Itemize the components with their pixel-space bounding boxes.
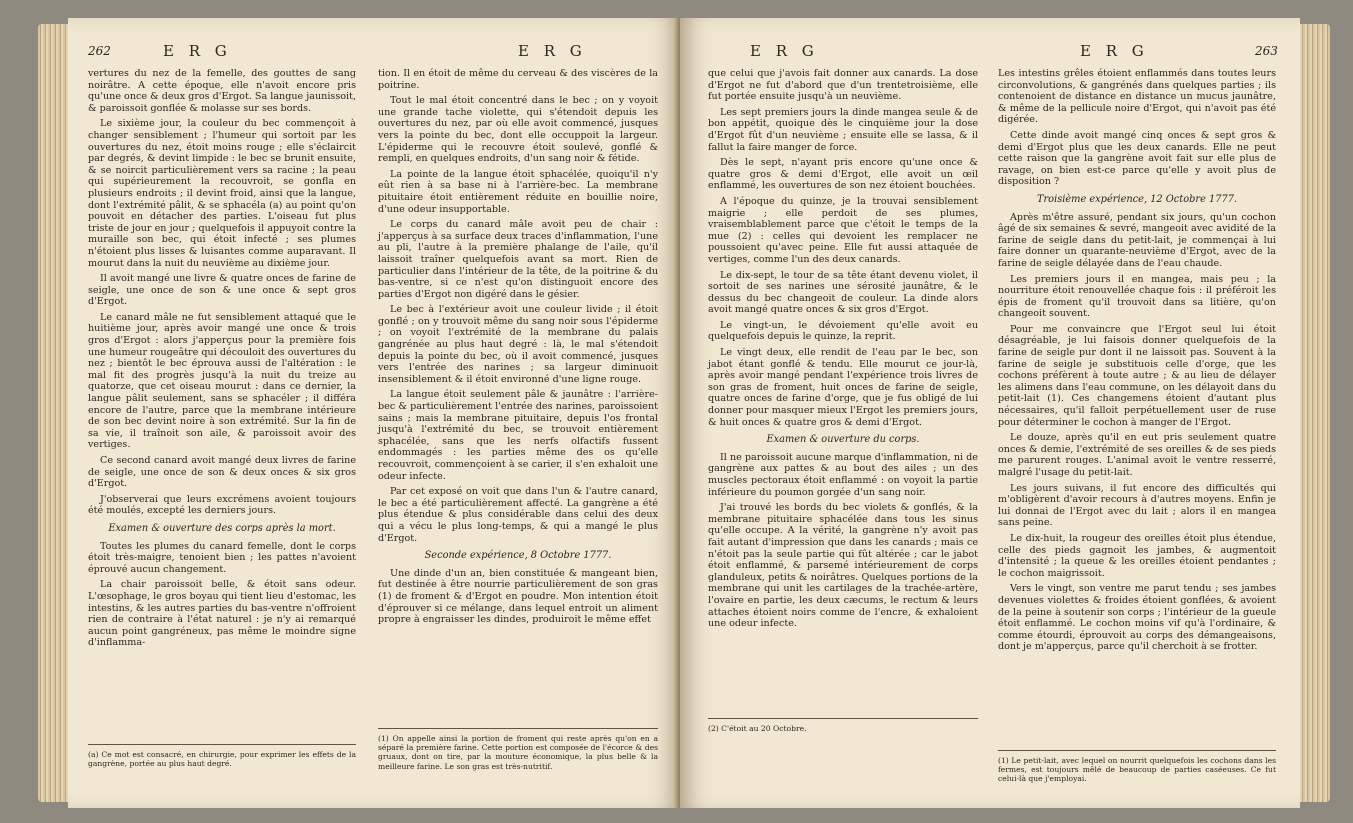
paragraph: Après m'être assuré, pendant six jours, qu'un cochon âgé de six semaines & sevré, mangeoit avec avidité de la farine de seigle dans du petit-lait, je commençai à lui faire donner un quarante-neuvième d'Ergot, avec de la farine de seigle délayée dans de l'eau chaude. (998, 211, 1276, 269)
right-page (680, 18, 1300, 808)
paragraph: Les jours suivans, il fut encore des difficultés qui m'obligèrent d'avoir recours à d'autres moyens. Enfin je lui donnai de l'Ergot avec du lait ; alors il en mangea sans peine. (998, 482, 1276, 529)
paragraph: tion. Il en étoit de même du cerveau & des viscères de la poitrine. (378, 68, 658, 91)
paragraph: Les premiers jours il en mangea, mais peu ; la nourriture étoit renouvellée chaque fois : il préféroit les épis de froment qu'il trouvoit dans sa litière, qu'on changeoit souvent. (998, 273, 1276, 320)
footnote-a (88, 750, 356, 768)
paragraph: que celui que j'avois fait donner aux canards. La dose d'Ergot ne fut d'abord que d'un trentetroisième, elle fut portée ensuite jusqu'à un neuvième. (708, 68, 978, 103)
footnote-1-right (998, 756, 1276, 784)
right-column-2 (998, 68, 1276, 657)
paragraph: A l'époque du quinze, je la trouvai sensiblement maigrie ; elle perdoit de ses plumes, vraisemblablement parce que c'étoit le temps de la mue (2) : celles qui devoient les remplacer ne poussoient qu'avec peine. Elle fut aussi attaquée de vertiges, comme l'un des deux canards. (708, 195, 978, 265)
footnote-rule (88, 744, 356, 745)
footnote-rule (708, 718, 978, 719)
paragraph: Le vingt deux, elle rendit de l'eau par le bec, son jabot étant gonflé & tendu. Elle mourut ce jour-là, après avoir mangé pendant l'expérience trois livres de son gras de froment, huit onces de farine de seigle, quatre onces de farine d'orge, que je fus obligé de lui donner pour masquer mieux l'Ergot les premiers jours, & huit onces & quatre gros & demi d'Ergot. (708, 347, 978, 428)
paragraph: Les sept premiers jours la dinde mangea seule & de bon appétit, quoique dès le cinquième jour la dose d'Ergot fût d'un neuvième ; ensuite elle se lassa, & il fallut la faire manger de force. (708, 106, 978, 153)
running-header-left: E R G (163, 42, 232, 60)
paragraph: J'observerai que leurs excrémens avoient toujours été moulés, excepté les derniers jours. (88, 493, 356, 517)
section-heading: Examen & ouverture du corps. (766, 434, 920, 446)
page-number: 262 (88, 44, 111, 58)
paragraph: Il avoit mangé une livre & quatre onces de farine de seigle, une once de son & une once & sept gros d'Ergot. (88, 273, 356, 308)
footnote-text: (1) Le petit-lait, avec lequel on nourrit quelquefois les cochons dans les fermes, est toujours mêlé de beaucoup de parties caséeuses. Ce fut celui-là que j'employai. (998, 756, 1276, 784)
running-header-right: E R G (1080, 42, 1149, 60)
section-heading: Examen & ouverture des corps après la mort. (108, 522, 336, 534)
footnote-text: (1) On appelle ainsi la portion de froment qui reste après qu'on en a séparé la première farine. Cette portion est composée de l'écorce & des gruaux, dont on tire, par la mouture économique, la plus belle & la meilleure farine. Le son gras est très-nutritif. (378, 734, 658, 771)
footnote-rule (378, 728, 658, 729)
footnote-rule (998, 750, 1276, 751)
paragraph: Dès le sept, n'ayant pris encore qu'une once & quatre gros & demi d'Ergot, elle avoit un œil enflammé, les ouvertures de son nez étoient bouchées. (708, 157, 978, 192)
paragraph: Cette dinde avoit mangé cinq onces & sept gros & demi d'Ergot plus que les deux canards. Elle ne peut cette raison que la gangrène avoit fait sur elle plus de ravage, on bien est-ce parce qu'elle y avoit plus de disposition ? (998, 129, 1276, 188)
open-book (38, 18, 1330, 808)
section-heading: Seconde expérience, 8 Octobre 1777. (424, 550, 612, 562)
left-column-2 (378, 68, 658, 630)
left-page (68, 18, 680, 808)
paragraph: Le bec à l'extérieur avoit une couleur livide ; il étoit gonflé ; on y trouvoit même du sang noir sous l'épiderme ; on voyoit l'extrémité de la membrane du palais gangrénée au plus haut degré : là, le mal s'étendoit depuis la pointe du bec, où il avoit commencé, jusques vers l'entrée des narines ; sa largeur diminuoit insensiblement & il étoit environné d'une ligne rouge. (378, 304, 658, 385)
paragraph: Le canard mâle ne fut sensiblement attaqué que le huitième jour, après avoir mangé une once & trois gros d'Ergot : alors j'apperçus pour la première fois une humeur rougeâtre qui découloit des ouvertures du nez ; bientôt le bec éprouva aussi de l'altération : le mal fit des progrès jusqu'à la nuit du treize au quatorze, que cet oiseau mourut : dans ce dernier, la langue pâlit seulement, sans se sphacéler ; il différa encore de l'autre, parce que la membrane intérieure de son bec devint noire à son extrémité. Sur la fin de sa vie, il traînoit son aile, & paroissoit avoir des vertiges. (88, 311, 356, 451)
paragraph: Il ne paroissoit aucune marque d'inflammation, ni de gangrène aux pattes & au bout des ailes ; un des muscles pectoraux étoit enflammé : on voyoit la partie inférieure du poumon gorgée d'un sang noir. (708, 451, 978, 498)
paragraph: La chair paroissoit belle, & étoit sans odeur. L'œsophage, le gros boyau qui tient lieu d'estomac, les intestins, & les autres parties du bas-ventre n'offroient rien de contraire à l'état naturel : je n'y ai remarqué aucun point gangréneux, pas même le moindre signe d'inflamma- (88, 579, 356, 649)
paragraph: Tout le mal étoit concentré dans le bec ; on y voyoit une grande tache violette, qui s'étendoit depuis les ouvertures du nez, par où elle avoit commencé, jusques vers la pointe du bec, dont elle occuppoit la largeur. L'épiderme qui le recouvre étoit soulevé, gonflé & rempli, en quelques endroits, d'un sang noir & fétide. (378, 95, 658, 165)
page-edges-left (38, 24, 70, 802)
paragraph: Ce second canard avoit mangé deux livres de farine de seigle, une once de son & deux onces & six gros d'Ergot. (88, 455, 356, 490)
footnote-2 (708, 724, 978, 733)
running-header-center: E R G (518, 42, 587, 60)
left-column-1 (88, 68, 356, 653)
paragraph: La pointe de la langue étoit sphacélée, quoiqu'il n'y eût rien à sa base ni à l'arrière-bec. La membrane pituitaire étoit entièrement réduite en bouillie noire, d'une odeur insupportable. (378, 168, 658, 215)
paragraph: Le douze, après qu'il en eut pris seulement quatre onces & demie, l'extrémité de ses oreilles & de ses pieds me parurent rouges. L'animal avoit le ventre resserré, malgré l'usage du petit-lait. (998, 432, 1276, 478)
paragraph: Le sixième jour, la couleur du bec commençoit à changer sensiblement ; l'humeur qui sortoit par les ouvertures du nez, étoit moins rouge ; elle s'éclaircit par degrés, & devint limpide : le bec se brunit ensuite, & se noircit particulièrement vers sa racine ; la peau qui supérieurement la recouvroit, se gonfla en plusieurs endroits ; il devint froid, ainsi que la langue, dont l'extrémité pâlit, & se sphacéla (a) au point qu'on pouvoit en détacher des parties. L'oiseau fut plus triste de jour en jour ; quelquefois il appuyoit contre la muraille son bec, qui étoit infecté ; ses plumes n'étoient plus lisses & luisantes comme auparavant. Il mourut dans la nuit du neuvième au dixième jour. (88, 118, 356, 269)
paragraph: Par cet exposé on voit que dans l'un & l'autre canard, le bec a été particulièrement affecté. La gangrène a été plus étendue & plus considérable dans celui des deux qui a vécu le plus long-temps, & qui a mangé le plus d'Ergot. (378, 486, 658, 544)
running-header-center: E R G (750, 42, 819, 60)
paragraph: Le corps du canard mâle avoit peu de chair : j'apperçus à sa surface deux traces d'inflammation, l'une au pli, l'autre à la première phalange de l'aile, qu'il laissoit traîner quelquefois avant sa mort. Rien de particulier dans l'intérieur de la tête, de la poitrine & du bas-ventre, si ce n'est qu'on distinguoit encore des parties d'Ergot non digéré dans le gésier. (378, 219, 658, 300)
page-edges-right (1300, 24, 1330, 802)
right-column-1 (708, 68, 978, 634)
section-heading: Troisième expérience, 12 Octobre 1777. (1036, 193, 1238, 205)
paragraph: Toutes les plumes du canard femelle, dont le corps étoit très-maigre, tenoient bien ; les pattes n'avoient éprouvé aucun changement. (88, 540, 356, 575)
paragraph: Pour me convaincre que l'Ergot seul lui étoit désagréable, je lui faisois donner quelquefois de la farine de seigle pur dont il ne laissoit pas. Souvent à la farine de seigle je substituois celle d'orge, que les cochons préfèrent à toute autre ; & au lieu de délayer les alimens dans l'eau commune, on les délayoit dans du petit-lait (1). Ces changemens étoient d'autant plus nécessaires, qu'il falloit perpétuellement user de ruse pour déterminer le cochon à manger de l'Ergot. (998, 323, 1276, 428)
footnote-1 (378, 734, 658, 771)
paragraph: Le vingt-un, le dévoiement qu'elle avoit eu quelquefois depuis le quinze, la reprit. (708, 319, 978, 343)
paragraph: Une dinde d'un an, bien constituée & mangeant bien, fut destinée à être nourrie particulièrement de son gras (1) de froment & d'Ergot en poudre. Mon intention étoit d'éprouver si ce mélange, dans lequel entroit un aliment propre à engraisser les dindes, produiroit le même effet (378, 567, 658, 626)
paragraph: vertures du nez de la femelle, des gouttes de sang noirâtre. A cette époque, elle n'avoit encore pris qu'une once & deux gros d'Ergot. Sa langue jaunissoit, & paroissoit gonflée & molasse sur ses bords. (88, 68, 356, 114)
paragraph: Le dix-sept, le tour de sa tête étant devenu violet, il sortoit de ses narines une sérosité jaunâtre, & le dessus du bec changeoit de couleur. La dinde alors avoit mangé quatre onces & six gros d'Ergot. (708, 269, 978, 316)
footnote-text: (2) C'étoit au 20 Octobre. (708, 724, 807, 733)
paragraph: Vers le vingt, son ventre me parut tendu ; ses jambes devenues violettes & froides étoient gonflées, & avoient de la peine à soutenir son corps ; l'intérieur de la gueule étoit enflammé. Le cochon moins vif qu'à l'ordinaire, & comme étourdi, éprouvoit au corps des démangeaisons, dont je m'apperçus, parce qu'il cherchoit à se frotter. (998, 583, 1276, 653)
paragraph: Le dix-huit, la rougeur des oreilles étoit plus étendue, celle des pieds gagnoit les jambes, & augmentoit d'intensité ; la queue & les oreilles étoient pendantes ; le cochon maigrissoit. (998, 532, 1276, 579)
paragraph: La langue étoit seulement pâle & jaunâtre : l'arrière-bec & particulièrement l'entrée des narines, paroissoient sains ; mais la membrane pituitaire, depuis l'os frontal jusqu'à l'extrémité du bec, se trouvoit entièrement sphacélée, sans que les nerfs olfactifs fussent endommagés : les parties même des os qu'elle recouvroit, commençoient à se carier, il s'en exhaloit une odeur infecte. (378, 389, 658, 482)
footnote-text: (a) Ce mot est consacré, en chirurgie, pour exprimer les effets de la gangrène, portée au plus haut degré. (88, 750, 356, 769)
page-number: 263 (1255, 44, 1278, 58)
paragraph: Les intestins grêles étoient enflammés dans toutes leurs circonvolutions, & gangrénés dans quelques parties ; ils contenoient de distance en distance un mucus jaunâtre, & même de la pellicule noire d'Ergot, qui n'avoit pas été digérée. (998, 68, 1276, 126)
paragraph: J'ai trouvé les bords du bec violets & gonflés, & la membrane pituitaire sphacélée dans tous les sinus qu'elle occupe. A la vérité, la gangrène n'y avoit pas fait autant d'impression que dans les canards ; mais ce n'étoit pas la seule partie qui fût altérée ; car le jabot étoit enflammé, & parsemé intérieurement de corps glanduleux, petits & noirâtres. Quelques portions de la membrane qui unit les cartilages de la trachée-artère, l'ovaire en partie, les deux cæcums, le rectum & leurs attaches étoient noirs comme de l'encre, & exhaloient une odeur infecte. (708, 502, 978, 630)
